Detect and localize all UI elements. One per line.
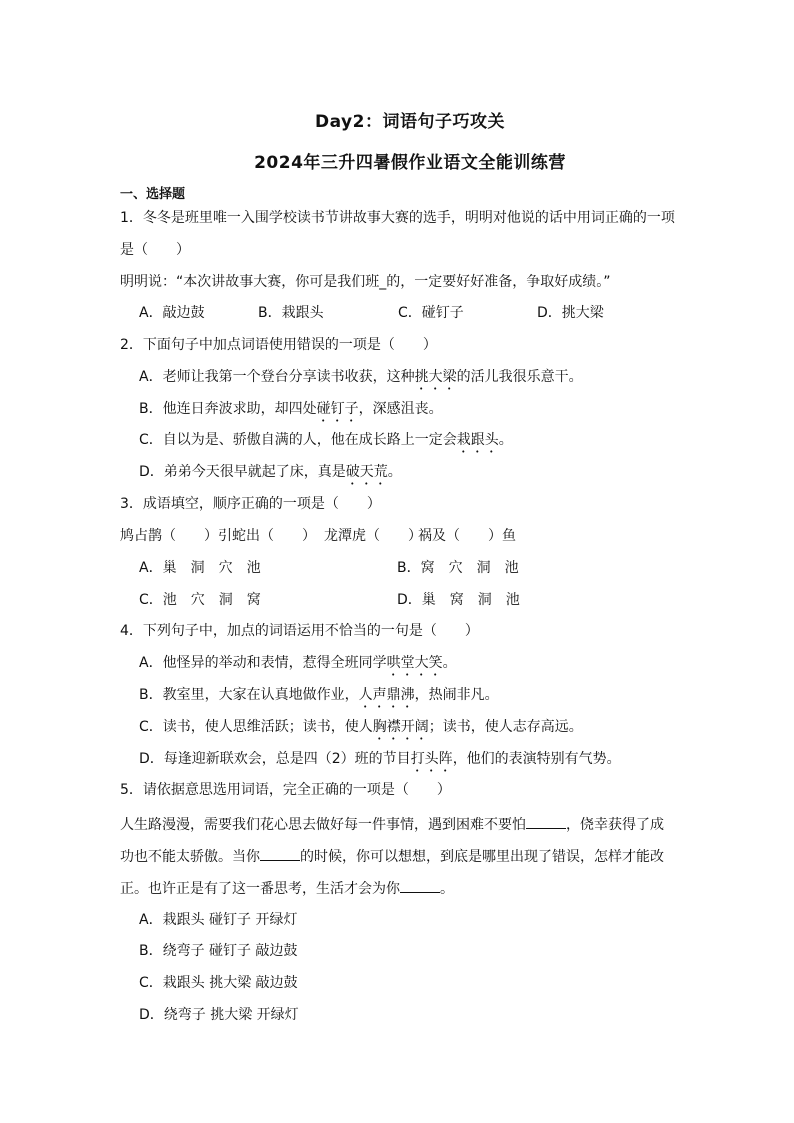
q5-passage-line1: 人生路漫漫，需要我们花心思去做好每一件事情，遇到困难不要怕 ，侥幸获得了成 — [120, 814, 664, 835]
worksheet-title: Day2：词语句子巧攻关 — [315, 112, 505, 132]
q4-stem: 4．下列句子中，加点的词语运用不恰当的一句是（ ） — [120, 623, 479, 639]
q1-quote: 明明说：“本次讲故事大赛，你可是我们班_的，一定要好好准备，争取好成绩。” — [120, 274, 611, 290]
q2-option-a[interactable]: A．老师让我第一个登台分享读书收获，这种挑大梁的活儿我很乐意干。 — [139, 369, 583, 385]
q5-option-d[interactable]: D．绕弯子 挑大梁 开绿灯 — [139, 1007, 299, 1023]
section-heading: 一、选择题 — [120, 187, 186, 202]
q3-item-1: 鸠占鹊（ ） — [120, 528, 218, 544]
blank-1[interactable] — [526, 814, 566, 829]
q1-stem-line2: 是（ ） — [120, 242, 190, 258]
q5-option-a[interactable]: A．栽跟头 碰钉子 开绿灯 — [139, 912, 298, 928]
worksheet-subtitle: 2024年三升四暑假作业语文全能训练营 — [254, 153, 566, 173]
q4-option-d[interactable]: D．每逢迎新联欢会，总是四（2）班的节目打头阵，他们的表演特别有气势。 — [139, 751, 621, 767]
blank-3[interactable] — [400, 878, 440, 893]
q5-option-b[interactable]: B．绕弯子 碰钉子 敲边鼓 — [139, 943, 298, 959]
q1-option-d[interactable]: D．挑大梁 — [537, 305, 604, 321]
q2-stem: 2．下面句子中加点词语使用错误的一项是（ ） — [120, 337, 437, 353]
q1-option-b[interactable]: B．栽跟头 — [258, 305, 324, 321]
q3-stem: 3．成语填空，顺序正确的一项是（ ） — [120, 496, 381, 512]
q5-passage-line3: 正。也许正是有了这一番思考，生活才会为你 。 — [120, 878, 454, 899]
q2-option-b[interactable]: B．他连日奔波求助，却四处碰钉子，深感沮丧。 — [139, 401, 443, 417]
q5-passage-line2: 功也不能太骄傲。当你 的时候，你可以想想，到底是哪里出现了错误，怎样才能改 — [120, 846, 664, 867]
q5-stem: 5．请依据意思选用词语，完全正确的一项是（ ） — [120, 782, 451, 798]
q5-option-c[interactable]: C．栽跟头 挑大梁 敲边鼓 — [139, 975, 298, 991]
q2-option-c[interactable]: C．自以为是、骄傲自满的人，他在成长路上一定会栽跟头。 — [139, 432, 513, 448]
q1-option-a[interactable]: A．敲边鼓 — [139, 305, 205, 321]
q3-item-2: 引蛇出（ ） — [218, 528, 316, 544]
q3-option-c[interactable]: C．池 穴 洞 窝 — [139, 592, 261, 608]
q4-option-a[interactable]: A．他怪异的举动和表情，惹得全班同学哄堂大笑。 — [139, 655, 457, 671]
q3-item-4: 祸及（ ）鱼 — [418, 528, 516, 544]
q2-option-d[interactable]: D．弟弟今天很早就起了床，真是破天荒。 — [139, 464, 402, 480]
q3-item-3: 龙潭虎（ ） — [324, 528, 422, 544]
q3-option-b[interactable]: B．窝 穴 洞 池 — [397, 560, 519, 576]
blank-2[interactable] — [260, 846, 300, 861]
q1-option-c[interactable]: C．碰钉子 — [398, 305, 464, 321]
q4-option-b[interactable]: B．教室里，大家在认真地做作业，人声鼎沸，热闹非凡。 — [139, 687, 499, 703]
q1-stem-line1: 1．冬冬是班里唯一入围学校读书节讲故事大赛的选手，明明对他说的话中用词正确的一项 — [120, 210, 675, 226]
q3-option-a[interactable]: A．巢 洞 穴 池 — [139, 560, 261, 576]
q4-option-c[interactable]: C．读书，使人思维活跃；读书，使人胸襟开阔；读书，使人志存高远。 — [139, 719, 583, 735]
q3-option-d[interactable]: D．巢 窝 洞 池 — [397, 592, 520, 608]
